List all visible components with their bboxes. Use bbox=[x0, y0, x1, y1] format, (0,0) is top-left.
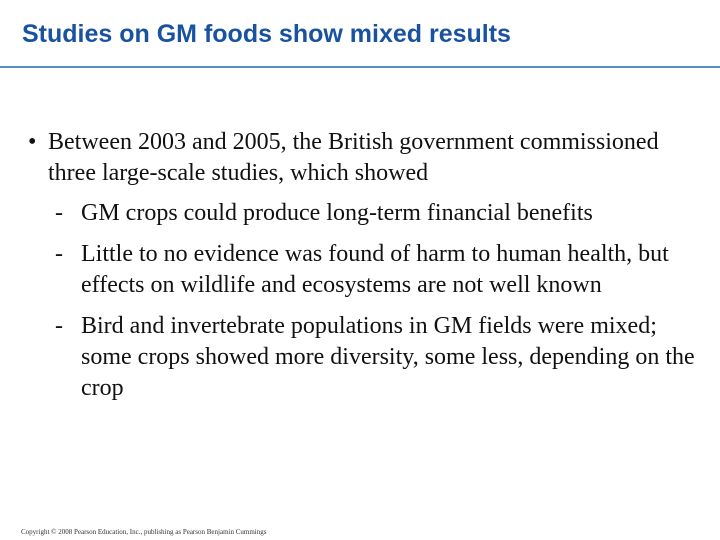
sub-bullet-text: GM crops could produce long-term financial benefits bbox=[81, 200, 593, 226]
main-bullet-text: Between 2003 and 2005, the British government commissioned three large-scale studies, which showed bbox=[48, 129, 659, 186]
copyright-footer: Copyright © 2008 Pearson Education, Inc., publishing as Pearson Benjamin Cummings bbox=[21, 528, 267, 536]
sub-bullet-text: Little to no evidence was found of harm to human health, but effects on wildlife and ecosystems are not well known bbox=[81, 241, 669, 298]
sub-bullet-marker: - bbox=[55, 313, 63, 339]
sub-bullet-list bbox=[28, 198, 708, 404]
slide-content bbox=[28, 127, 708, 414]
sub-bullet bbox=[28, 311, 708, 404]
sub-bullet-marker: - bbox=[55, 241, 63, 267]
sub-bullet-text: Bird and invertebrate populations in GM fields were mixed; some crops showed more diversity, some less, depending on the crop bbox=[81, 313, 695, 401]
main-bullet bbox=[28, 127, 708, 189]
slide-title: Studies on GM foods show mixed results bbox=[22, 20, 511, 48]
sub-bullet-marker: - bbox=[55, 200, 63, 226]
bullet-marker: • bbox=[28, 129, 37, 155]
sub-bullet bbox=[28, 239, 708, 301]
sub-bullet bbox=[28, 198, 708, 229]
title-divider bbox=[0, 66, 720, 68]
